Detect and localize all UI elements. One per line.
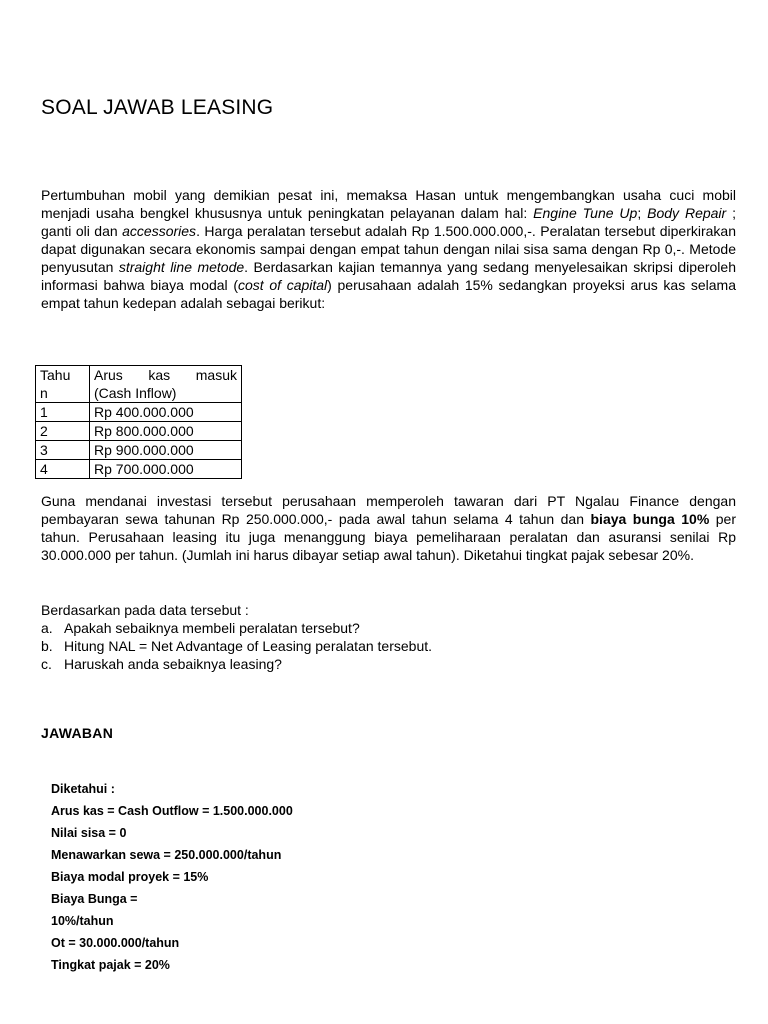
known-heading: Diketahui :	[51, 782, 115, 796]
header-inflow-line1	[94, 366, 237, 384]
header-word-masuk: masuk	[195, 367, 237, 383]
intro-italic-body-repair: Body Repair	[647, 205, 727, 221]
question-text: Haruskah anda sebaiknya leasing?	[64, 656, 282, 672]
header-year-cell	[36, 366, 90, 403]
financing-paragraph	[41, 492, 736, 564]
question-item	[41, 637, 736, 655]
intro-italic-engine-tune-up: Engine Tune Up	[533, 205, 638, 221]
known-line: Tingkat pajak = 20%	[51, 958, 170, 972]
known-section	[51, 778, 293, 976]
questions-list	[41, 619, 736, 673]
year-cell: 2	[36, 422, 90, 441]
intro-paragraph	[41, 186, 736, 312]
inflow-cell: Rp 400.000.000	[90, 403, 242, 422]
intro-text-3: ; ganti oli dan	[41, 205, 736, 239]
intro-text-6: ) perusahaan adalah 15% sedangkan proyeksi arus kas selama empat tahun kedepan adalah sebagai berikut:	[41, 277, 736, 311]
question-item	[41, 655, 736, 673]
header-inflow-cell	[90, 366, 242, 403]
header-inflow-line2: (Cash Inflow)	[94, 385, 177, 401]
header-year-line2: n	[40, 385, 48, 401]
known-line: Arus kas = Cash Outflow = 1.500.000.000	[51, 804, 293, 818]
known-line: Ot = 30.000.000/tahun	[51, 936, 180, 950]
intro-text-5: . Berdasarkan kajian temannya yang sedang menyelesaikan skripsi diperoleh informasi bahwa biaya modal (	[41, 259, 736, 293]
table-row	[36, 460, 242, 479]
year-cell: 4	[36, 460, 90, 479]
financing-text-2: per tahun. Perusahaan leasing itu juga menanggung biaya pemeliharaan peralatan dan asuransi senilai Rp 30.000.000 per tahun. (Jumlah ini harus dibayar setiap awal tahun). Diketahui tingkat pajak sebesar 20%.	[41, 511, 736, 563]
table-row	[36, 441, 242, 460]
year-cell: 3	[36, 441, 90, 460]
inflow-cell: Rp 900.000.000	[90, 441, 242, 460]
known-line: Biaya Bunga =	[51, 892, 138, 906]
intro-italic-straight-line: straight line metode	[118, 259, 245, 275]
answer-heading: JAWABAN	[41, 725, 114, 741]
known-line: 10%/tahun	[51, 914, 114, 928]
header-word-kas: kas	[148, 367, 171, 383]
inflow-cell: Rp 800.000.000	[90, 422, 242, 441]
question-text: Hitung NAL = Net Advantage of Leasing peralatan tersebut.	[64, 638, 433, 654]
header-year-line1: Tahu	[40, 367, 71, 383]
intro-text-4: . Harga peralatan tersebut adalah Rp 1.500.000.000,-. Peralatan tersebut diperkirakan dapat digunakan secara ekonomis sampai dengan empat tahun dengan nilai sisa sama dengan Rp 0,-. Metode penyusutan	[41, 223, 736, 275]
question-marker: b.	[41, 638, 53, 654]
table-header-row	[36, 366, 242, 403]
questions-section	[41, 601, 736, 673]
known-line: Biaya modal proyek = 15%	[51, 870, 209, 884]
intro-text-2: ;	[637, 205, 648, 221]
document-title: SOAL JAWAB LEASING	[41, 96, 274, 119]
inflow-cell: Rp 700.000.000	[90, 460, 242, 479]
question-marker: c.	[41, 656, 52, 672]
cash-inflow-table	[35, 365, 242, 479]
intro-italic-cost-of-capital: cost of capital	[238, 277, 328, 293]
intro-text-1: Pertumbuhan mobil yang demikian pesat ini, memaksa Hasan untuk mengembangkan usaha cuci mobil menjadi usaha bengkel khususnya untuk peningkatan pelayanan dalam hal:	[41, 187, 736, 221]
header-word-arus: Arus	[94, 367, 123, 383]
year-cell: 1	[36, 403, 90, 422]
table-row	[36, 403, 242, 422]
intro-italic-accessories: accessories	[122, 223, 197, 239]
known-line: Nilai sisa = 0	[51, 826, 127, 840]
question-item	[41, 619, 736, 637]
question-marker: a.	[41, 620, 53, 636]
financing-bold-interest: biaya bunga 10%	[590, 511, 710, 527]
financing-text-1: Guna mendanai investasi tersebut perusahaan memperoleh tawaran dari PT Ngalau Finance dengan pembayaran sewa tahunan Rp 250.000.000,- pada awal tahun selama 4 tahun dan	[41, 493, 736, 527]
question-text: Apakah sebaiknya membeli peralatan tersebut?	[64, 620, 360, 636]
questions-lead: Berdasarkan pada data tersebut :	[41, 602, 249, 618]
table-row	[36, 422, 242, 441]
known-line: Menawarkan sewa = 250.000.000/tahun	[51, 848, 282, 862]
